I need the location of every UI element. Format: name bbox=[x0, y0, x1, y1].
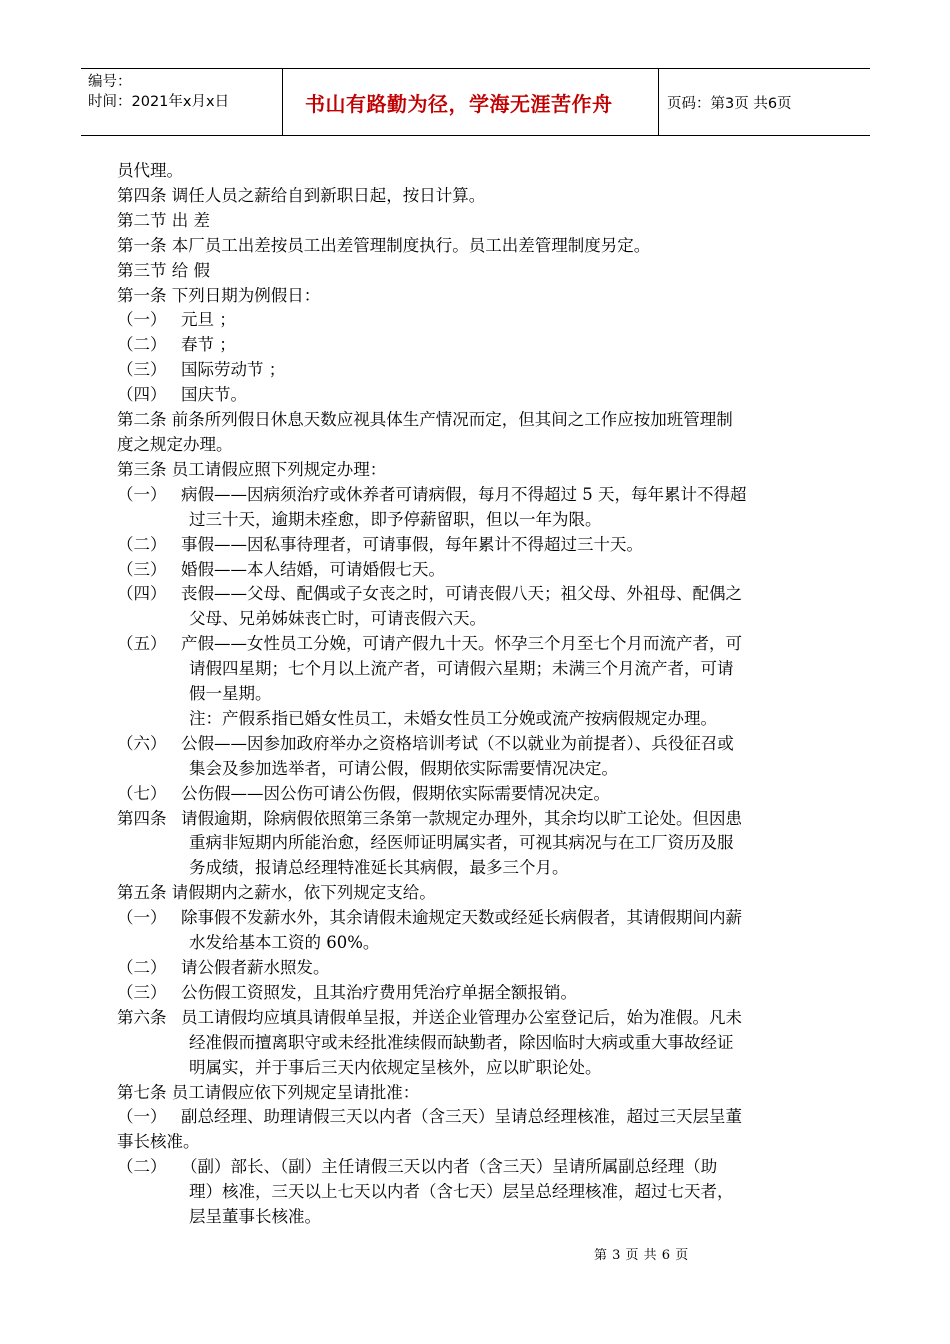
article bbox=[117, 807, 842, 882]
item-number: （一） bbox=[117, 908, 167, 928]
item-text: 集会及参加选举者，可请公假，假期依实际需要情况决定。 bbox=[189, 758, 618, 778]
item-text-continued: 事长核准。 bbox=[117, 1132, 200, 1152]
list-item bbox=[117, 981, 842, 1006]
item-text: （副）部长、（副）主任请假三天以内者（含三天）呈请所属副总经理（助 bbox=[181, 1157, 718, 1177]
list-item bbox=[117, 383, 842, 408]
item-text: 元旦 ； bbox=[181, 310, 236, 330]
text-line: 员代理。 bbox=[117, 161, 183, 180]
header-motto: 书山有路勤为径，学海无涯苦作舟 bbox=[283, 69, 659, 135]
item-number: （二） bbox=[117, 534, 167, 554]
article: 第一条 下列日期为例假日： bbox=[117, 285, 321, 305]
item-text: 事假——因私事待理者，可请事假，每年累计不得超过三十天。 bbox=[181, 534, 643, 554]
page-footer: 第 3 页 共 6 页 bbox=[594, 1248, 689, 1263]
list-item bbox=[117, 358, 842, 383]
item-number: （四） bbox=[117, 584, 167, 604]
item-text: 产假——女性员工分娩，可请产假九十天。怀孕三个月至七个月而流产者，可 bbox=[181, 634, 742, 654]
document-time-label: 时间：2021年x月x日 bbox=[88, 94, 230, 110]
page-header bbox=[81, 68, 870, 136]
item-text: 请假四星期；七个月以上流产者，可请假六星期；未满三个月流产者，可请 bbox=[189, 659, 734, 679]
item-number: （一） bbox=[117, 310, 167, 330]
section-heading: 第三节 给 假 bbox=[117, 260, 210, 280]
section-heading: 第二节 出 差 bbox=[117, 210, 210, 230]
item-text: 父母、兄弟姊妹丧亡时，可请丧假六天。 bbox=[189, 609, 486, 629]
item-text: 请公假者薪水照发。 bbox=[181, 958, 330, 977]
list-item bbox=[117, 906, 842, 956]
article: 第一条 本厂员工出差按员工出差管理制度执行。员工出差管理制度另定。 bbox=[117, 235, 651, 255]
header-meta bbox=[81, 69, 283, 135]
list-item bbox=[117, 782, 842, 807]
list-item bbox=[117, 533, 842, 558]
document-number-label: 编号： bbox=[88, 74, 132, 90]
article-text: 经准假而擅离职守或未经批准续假而缺勤者，除因临时大病或重大事故经证 bbox=[189, 1032, 734, 1052]
article-text: 重病非短期内所能治愈，经医师证明属实者，可视其病况与在工厂资历及服 bbox=[189, 833, 734, 853]
article-text: 请假逾期，除病假依照第三条第一款规定办理外，其余均以旷工论处。但因患 bbox=[181, 808, 742, 828]
item-number: （七） bbox=[117, 783, 167, 803]
item-text: 春节 ； bbox=[181, 335, 236, 355]
article: 第二条 前条所列假日休息天数应视具体生产情况而定，但其间之工作应按加班管理制 bbox=[117, 410, 733, 430]
item-text: 副总经理、助理请假三天以内者（含三天）呈请总经理核准，超过三天层呈董 bbox=[181, 1107, 742, 1127]
item-text: 过三十天，逾期未痊愈，即予停薪留职，但以一年为限。 bbox=[189, 509, 602, 529]
list-item bbox=[117, 483, 842, 533]
item-text: 理）核准，三天以上七天以内者（含七天）层呈总经理核准，超过七天者， bbox=[189, 1182, 734, 1202]
article: 第三条 员工请假应照下列规定办理： bbox=[117, 459, 387, 479]
item-number: （三） bbox=[117, 982, 167, 1002]
item-number: （二） bbox=[117, 1157, 167, 1177]
item-number: （二） bbox=[117, 958, 167, 977]
list-item bbox=[117, 632, 842, 732]
item-text: 层呈董事长核准。 bbox=[189, 1207, 321, 1227]
item-text: 水发给基本工资的 60%。 bbox=[189, 933, 380, 953]
list-item bbox=[117, 308, 842, 333]
item-text: 公伤假——因公伤可请公伤假，假期依实际需要情况决定。 bbox=[181, 783, 610, 803]
item-text: 病假——因病须治疗或休养者可请病假，每月不得超过 5 天，每年累计不得超 bbox=[181, 484, 747, 504]
list-item bbox=[117, 333, 842, 358]
article-text: 员工请假均应填具请假单呈报，并送企业管理办公室登记后，始为准假。凡未 bbox=[181, 1007, 742, 1027]
item-note: 注：产假系指已婚女性员工，未婚女性员工分娩或流产按病假规定办理。 bbox=[189, 708, 717, 728]
item-text: 假一星期。 bbox=[189, 684, 272, 704]
item-text: 丧假——父母、配偶或子女丧之时，可请丧假八天；祖父母、外祖母、配偶之 bbox=[181, 584, 742, 604]
article: 第五条 请假期内之薪水，依下列规定支给。 bbox=[117, 883, 436, 903]
item-text: 除事假不发薪水外，其余请假未逾规定天数或经延长病假者，其请假期间内薪 bbox=[181, 908, 742, 928]
list-item bbox=[117, 558, 842, 583]
list-item bbox=[117, 1155, 842, 1230]
article-number: 第六条 bbox=[117, 1007, 167, 1027]
item-number: （三） bbox=[117, 360, 167, 380]
article-continued: 度之规定办理。 bbox=[117, 434, 233, 454]
header-page-info: 页码：第3页 共6页 bbox=[667, 95, 792, 112]
item-text: 国际劳动节 ； bbox=[181, 360, 286, 380]
item-text: 婚假——本人结婚，可请婚假七天。 bbox=[181, 559, 445, 579]
item-number: （二） bbox=[117, 335, 167, 355]
article-text: 明属实，并于事后三天内依规定呈核外，应以旷职论处。 bbox=[189, 1057, 602, 1077]
list-item bbox=[117, 732, 842, 782]
item-number: （六） bbox=[117, 733, 167, 753]
item-text: 公假——因参加政府举办之资格培训考试（不以就业为前提者）、兵役征召或 bbox=[181, 733, 734, 753]
item-text: 公伤假工资照发，且其治疗费用凭治疗单据全额报销。 bbox=[181, 982, 577, 1002]
document-body bbox=[117, 159, 842, 1230]
article bbox=[117, 1006, 842, 1081]
list-item bbox=[117, 582, 842, 632]
item-number: （三） bbox=[117, 559, 167, 579]
list-item bbox=[117, 1105, 842, 1130]
item-text: 国庆节。 bbox=[181, 385, 247, 405]
item-number: （一） bbox=[117, 484, 167, 504]
item-number: （四） bbox=[117, 385, 167, 405]
list-item bbox=[117, 956, 842, 981]
item-number: （一） bbox=[117, 1107, 167, 1127]
item-number: （五） bbox=[117, 634, 167, 654]
article: 第四条 调任人员之薪给自到新职日起，按日计算。 bbox=[117, 185, 486, 205]
article-text: 务成绩，报请总经理特准延长其病假，最多三个月。 bbox=[189, 858, 569, 878]
article-number: 第四条 bbox=[117, 808, 167, 828]
article: 第七条 员工请假应依下列规定呈请批准： bbox=[117, 1082, 420, 1102]
